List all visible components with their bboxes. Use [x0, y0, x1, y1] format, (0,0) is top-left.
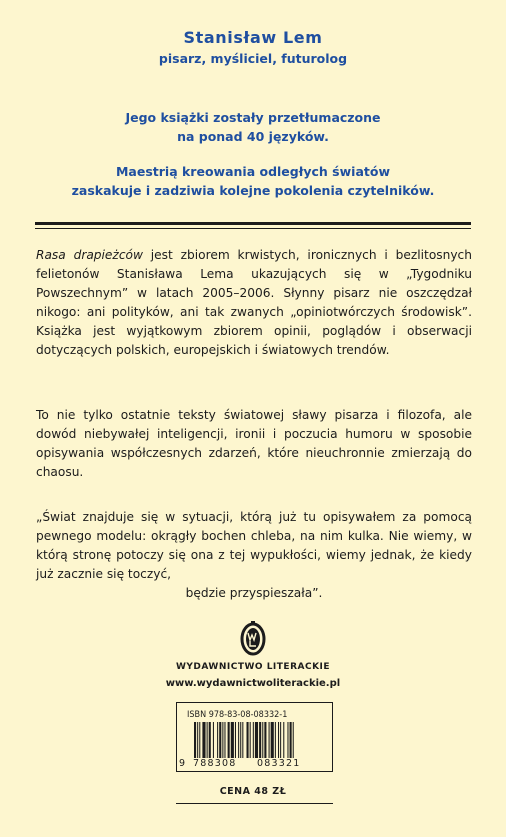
price-label: CENA 48 ZŁ [219, 786, 287, 797]
barcode-bar [293, 722, 294, 758]
barcode-bar [207, 722, 208, 758]
description-text: jest zbiorem krwistych, ironicznych i bezlitosnych felietonów Stanisława Lema ukazujących się w „Tygodniku Powszechnym” w latach 2005–2006. Słynny pisarz nie oszczędzał nikogo: ani polityków, ani tak zwanych „opiniotwórczych środowisk”. Książka jest wyjątkowym zbiorem opinii, poglądów i obserwacji dotyczących polskich, europejskich i światowych trendów. [36, 248, 472, 357]
barcode-bar [222, 722, 223, 758]
blurb-worlds [0, 162, 506, 200]
blurb-line: zaskakuje i zadziwia kolejne pokolenia czytelników. [71, 183, 435, 198]
barcode-bar [231, 722, 234, 758]
barcode-bar [255, 722, 258, 758]
isbn-label: ISBN 978-83-08-08332-1 [187, 710, 288, 720]
wl-logo-icon [235, 618, 271, 658]
description-paragraph-2: To nie tylko ostatnie teksty światowej sławy pisarza i filozofa, ale dowód niebywałej inteligencji, ironii i poczucia humoru w sposobie opisywania współczesnych zdarzeń, które nieuchronnie zmierzają do chaosu. [36, 408, 472, 479]
barcode-bar [264, 722, 266, 758]
barcode-bar [240, 722, 241, 758]
book-title: Rasa drapieżców [36, 248, 143, 262]
author-name: Stanisław Lem [183, 28, 323, 47]
barcode-bar [262, 722, 263, 758]
ean-first-digit: 9 [179, 758, 186, 769]
barcode-bar [250, 722, 251, 758]
quote-text: „Świat znajduje się w sytuacji, którą już tu opisywałem za pomocą pewnego modelu: okrągły bochen chleba, na nim kulka. Nie wiemy, w którą stronę potoczy się ona z tej wypukłości, wiemy jednak, że kiedy już zacznie się toczyć, [36, 510, 472, 581]
barcode-bar [219, 722, 221, 758]
barcode-bar [194, 722, 196, 758]
ean-group-1: 788308 [193, 758, 237, 769]
quote-end: będzie przyspieszała”. [185, 586, 323, 600]
barcode-bar [280, 722, 281, 758]
barcode-bar [275, 722, 276, 758]
barcode-bar [287, 722, 288, 758]
barcode-bar [290, 722, 292, 758]
blurb-line: Jego książki zostały przetłumaczone [125, 110, 381, 125]
barcode-bar [224, 722, 225, 758]
barcode-bar [278, 722, 279, 758]
barcode-bar [217, 722, 218, 758]
barcode-bar [247, 722, 249, 758]
quote-paragraph [36, 508, 472, 603]
blurb-translations [0, 108, 506, 146]
barcode [176, 702, 333, 772]
barcode-bar [202, 722, 205, 758]
blurb-line: na ponad 40 języków. [177, 129, 329, 144]
barcode-bar [283, 722, 284, 758]
back-cover-header [0, 28, 506, 67]
barcode-bars [186, 722, 324, 760]
publisher-website: www.wydawnictwoliterackie.pl [165, 678, 341, 689]
barcode-bar [213, 722, 214, 758]
blurb-line: Maestrią kreowania odległych światów [115, 164, 390, 179]
barcode-bar [271, 722, 274, 758]
barcode-bar [209, 722, 211, 758]
barcode-bar [228, 722, 230, 758]
barcode-bar [199, 722, 200, 758]
price-divider [176, 803, 333, 804]
barcode-bar [235, 722, 236, 758]
barcode-bar [269, 722, 270, 758]
description-paragraph-1 [36, 246, 472, 360]
ean-group-2: 083321 [257, 758, 301, 769]
author-subtitle: pisarz, myśliciel, futurolog [158, 51, 348, 66]
barcode-bar [242, 722, 243, 758]
barcode-bar [197, 722, 198, 758]
barcode-bar [259, 722, 261, 758]
divider-thin [35, 228, 471, 229]
barcode-bar [238, 722, 239, 758]
publisher-name: WYDAWNICTWO LITERACKIE [175, 662, 331, 672]
barcode-bar [253, 722, 254, 758]
divider-thick [35, 222, 471, 225]
